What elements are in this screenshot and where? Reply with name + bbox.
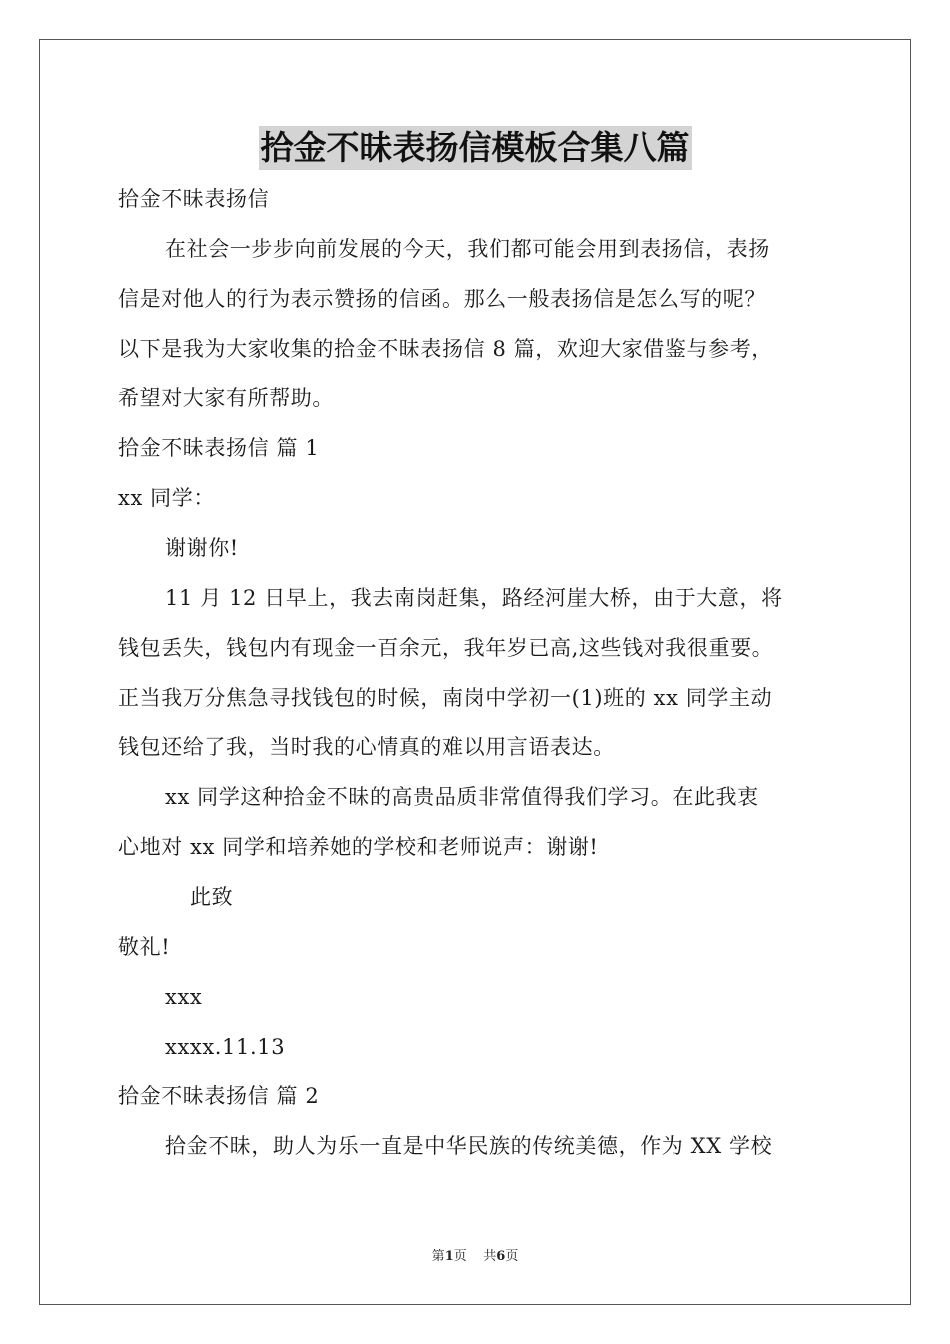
signature-date: xxxx.11.13 [165,1035,286,1059]
paragraph-line: 心地对 xx 同学和培养她的学校和老师说声：谢谢! [118,835,599,859]
section-heading: 拾金不昧表扬信 篇 1 [118,436,320,460]
paragraph-line: 11 月 12 日早上，我去南岗赶集，路经河崖大桥，由于大意，将 [165,586,783,610]
paragraph-line: 钱包还给了我，当时我的心情真的难以用言语表达。 [118,735,615,759]
paragraph-line: 信是对他人的行为表示赞扬的信函。那么一般表扬信是怎么写的呢？ [118,287,766,311]
footer-page-suffix: 页 [505,1249,519,1264]
section-heading: 拾金不昧表扬信 [118,187,270,211]
signature-name: xxx [165,985,203,1009]
letter-salutation: xx 同学： [118,486,215,510]
page-border [39,39,911,1305]
paragraph-line: 希望对大家有所帮助。 [118,386,334,410]
paragraph-line: 以下是我为大家收集的拾金不昧表扬信 8 篇，欢迎大家借鉴与参考， [118,337,773,361]
page-footer [0,1248,950,1266]
document-title: 拾金不昧表扬信模板合集八篇 [259,126,692,170]
closing-line: 此致 [190,885,234,909]
title-container [0,126,950,170]
paragraph-line: 钱包丢失，钱包内有现金一百余元，我年岁已高,这些钱对我很重要。 [118,636,774,660]
section-heading: 拾金不昧表扬信 篇 2 [118,1084,320,1108]
footer-page-current: 1 [444,1249,454,1264]
closing-line: 敬礼! [118,935,171,959]
paragraph-line: xx 同学这种拾金不昧的高贵品质非常值得我们学习。在此我衷 [165,785,759,809]
footer-page-prefix: 第 [431,1249,445,1264]
paragraph-line: 拾金不昧，助人为乐一直是中华民族的传统美德，作为 XX 学校 [165,1134,773,1158]
paragraph-line: 在社会一步步向前发展的今天，我们都可能会用到表扬信，表扬 [165,237,770,261]
paragraph-line: 正当我万分焦急寻找钱包的时候，南岗中学初一(1)班的 xx 同学主动 [118,686,773,710]
footer-page-total: 6 [496,1249,506,1264]
paragraph-line: 谢谢你! [165,536,239,560]
footer-page-mid: 页 共 [453,1249,497,1264]
